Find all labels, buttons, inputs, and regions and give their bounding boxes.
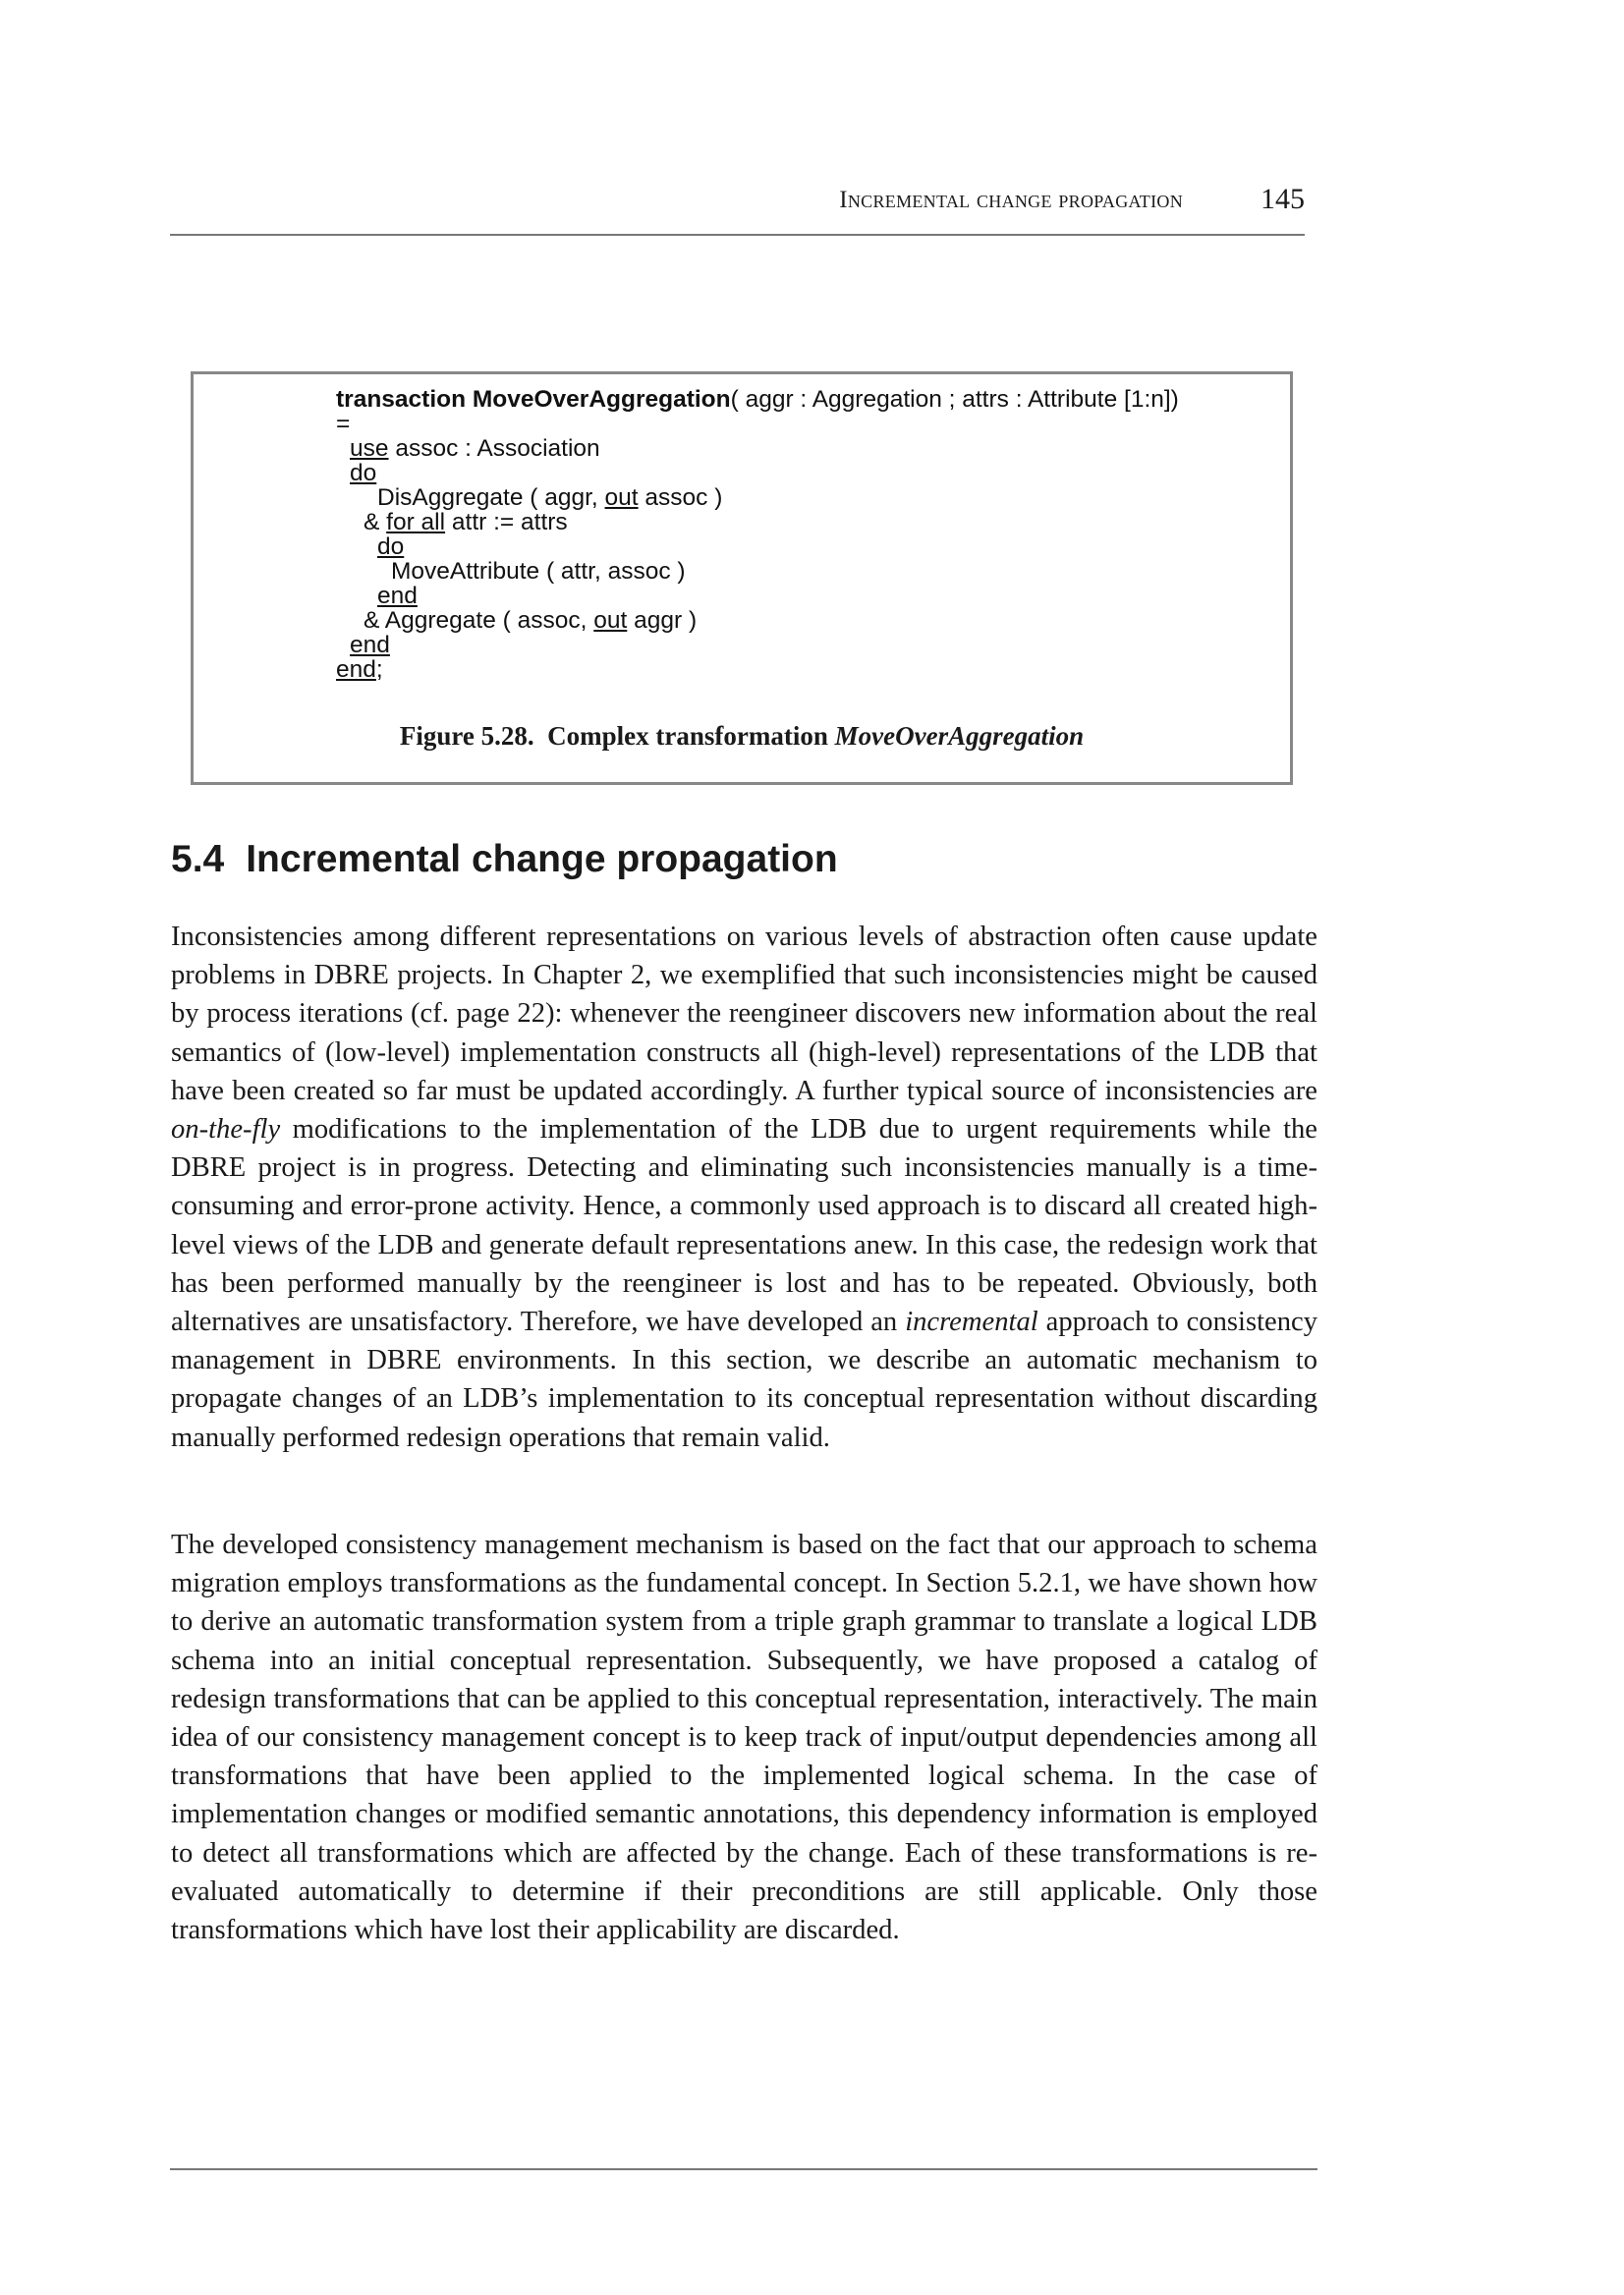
- code-keyword-use: use: [350, 435, 389, 462]
- section-heading: [171, 838, 838, 881]
- footer-rule: [170, 2168, 1317, 2170]
- code-transaction-name: MoveOverAggregation: [472, 386, 731, 413]
- running-title: Incremental change propagation: [839, 187, 1183, 213]
- code-ampersand: &: [364, 509, 387, 535]
- code-call-aggregate-end: aggr ): [627, 607, 698, 634]
- code-keyword-do-inner: do: [377, 533, 405, 560]
- code-line-5: [336, 485, 1179, 510]
- code-keyword-do: do: [350, 460, 377, 486]
- code-line-9: [336, 584, 1179, 608]
- paragraph-1-part-b: modifications to the implementation of the LDB due to urgent requirements while the DBRE project is in progress. Detecting and eliminating such inconsistencies manually is a time-consuming and error-prone activity. Hence, a commonly used approach is to discard all created high-level views of the LDB and generate default representations anew. In this case, the redesign work that has been performed manually by the reengineer is lost and has to be repeated. Obviously, both alternatives are unsatisfactory. Therefore, we have developed an: [171, 1114, 1317, 1338]
- code-call-aggregate: & Aggregate ( assoc,: [364, 607, 594, 634]
- code-keyword-transaction: transaction: [336, 386, 467, 413]
- code-call-moveattribute: MoveAttribute ( attr, assoc ): [391, 558, 686, 585]
- code-line-12: [336, 657, 1179, 682]
- code-call-disaggregate-end: assoc ): [638, 484, 723, 511]
- code-line-1: [336, 387, 1179, 412]
- code-line-3: [336, 436, 1179, 461]
- figure-caption: [194, 721, 1290, 752]
- paragraph-1-part-a: Inconsistencies among different representations on various levels of abstraction often cause update problems in DBRE projects. In Chapter 2, we exemplified that such inconsistencies might be caused by process iterations (cf. page 22): whenever the reengineer discovers new information about the real semantics of (low-level) implementation constructs all (high-level) representations of the LDB that have been created so far must be updated accordingly. A further typical source of inconsistencies are: [171, 922, 1317, 1106]
- caption-name: MoveOverAggregation: [834, 721, 1085, 751]
- code-line-6: [336, 510, 1179, 534]
- code-line-11: [336, 633, 1179, 657]
- code-keyword-out: out: [604, 484, 639, 511]
- code-call-disaggregate: DisAggregate ( aggr,: [377, 484, 605, 511]
- code-line-4: [336, 461, 1179, 485]
- code-keyword-end-inner: end: [377, 583, 418, 609]
- code-semicolon: ;: [375, 656, 383, 683]
- code-equals: =: [336, 411, 351, 437]
- paragraph-1-emphasis-incremental: incremental: [905, 1307, 1038, 1338]
- code-keyword-end-outer: end: [336, 656, 376, 683]
- section-number: 5.4: [171, 838, 225, 880]
- code-keyword-out-2: out: [593, 607, 628, 634]
- code-line-8: [336, 559, 1179, 584]
- code-params: ( aggr : Aggregation ; attrs : Attribute [1:n]): [730, 386, 1179, 413]
- figure-5-28: [191, 371, 1293, 785]
- caption-label: Figure 5.28.: [399, 721, 534, 751]
- caption-text: Complex transformation: [547, 721, 828, 751]
- code-line-7: [336, 534, 1179, 559]
- code-line-10: [336, 608, 1179, 633]
- code-line-2: [336, 412, 1179, 436]
- code-listing: [336, 387, 1179, 682]
- paragraph-1-emphasis-on-the-fly: on-the-fly: [171, 1114, 281, 1146]
- running-header: [170, 183, 1305, 236]
- code-forall-expr: attr := attrs: [445, 509, 568, 535]
- code-keyword-end: end: [350, 632, 390, 658]
- paragraph-1-part-c: approach to consistency management in DBRE environments. In this section, we describe an automatic mechanism to propagate changes of an LDB’s implementation to its conceptual representation without discarding manually performed redesign operations that remain valid.: [171, 1307, 1318, 1453]
- paragraph-1: [171, 918, 1317, 1457]
- paragraph-2: The developed consistency management mechanism is based on the fact that our approach to schema migration employs transformations as the fundamental concept. In Section 5.2.1, we have shown how to derive an automatic transformation system from a triple graph grammar to translate a logical LDB schema into an initial conceptual representation. Subsequently, we have proposed a catalog of redesign transformations that can be applied to this conceptual representation, interactively. The main idea of our consistency management concept is to keep track of input/output dependencies among all transformations that have been applied to the implemented logical schema. In the case of implementation changes or modified semantic annotations, this dependency information is employed to detect all transformations which are affected by the change. Each of these transformations is re-evaluated automatically to determine if their preconditions are still applicable. Only those transformations which have lost their applicability are discarded.: [171, 1530, 1317, 1946]
- section-title: Incremental change propagation: [246, 838, 838, 880]
- code-keyword-for-all: for all: [386, 509, 446, 535]
- page-number: 145: [1260, 183, 1305, 215]
- code-use-decl: assoc : Association: [388, 435, 600, 462]
